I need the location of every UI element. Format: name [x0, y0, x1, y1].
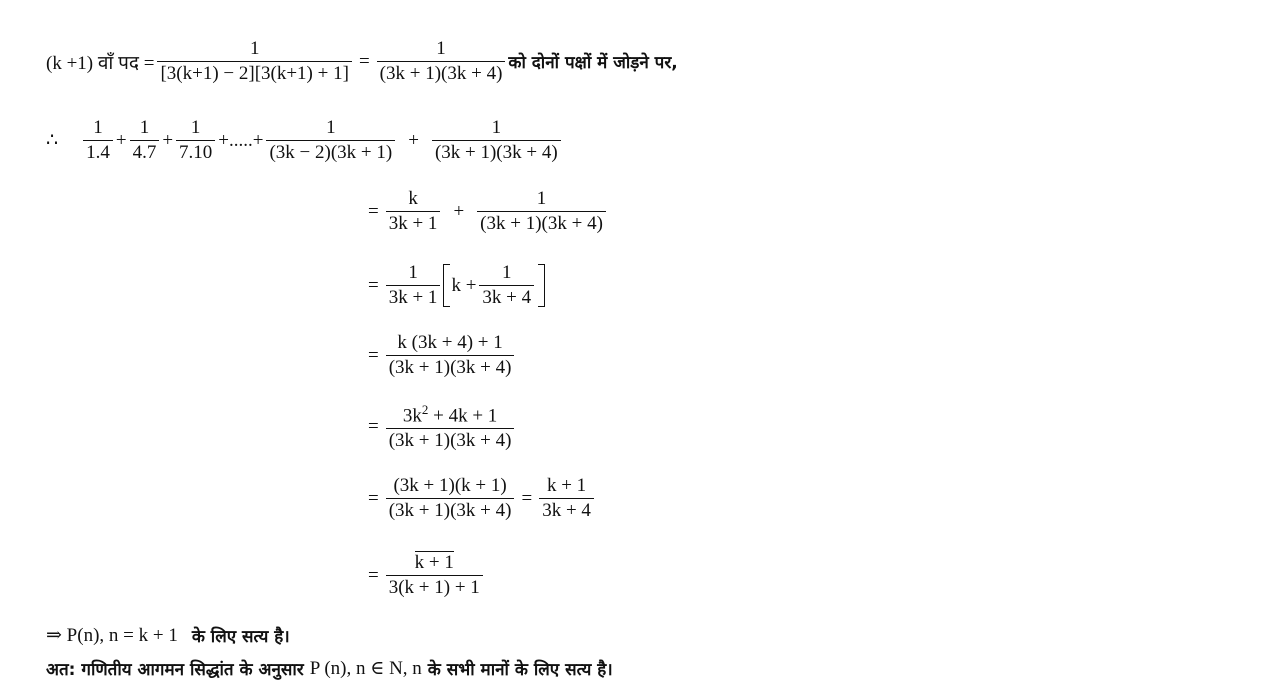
numerator: k (3k + 4) + 1 [397, 332, 503, 353]
line-2: ∴ $\frac{1}{1.4}$ + $\frac{1}{4.7}$ + $\frac{1}{7.10}$ +.....+ $\frac{1}{(3k - 2)(3k + 1)}$ + $\frac{1}{(3k + 1)(3k + 4)}$ [46, 117, 564, 164]
numerator: 1 [436, 38, 446, 59]
conclusion-1 [46, 624, 290, 647]
conclusion1-math: ⇒ P(n), n = k + 1 [46, 625, 178, 646]
numerator: 1 [139, 117, 150, 138]
step-6 [364, 552, 486, 599]
step-4 [364, 402, 517, 452]
denominator: (3k + 1)(3k + 4) [377, 61, 506, 85]
conclusion2-text-a: अत: गणितीय आगमन सिद्धांत के अनुसार [46, 660, 304, 680]
fraction [386, 262, 441, 309]
step-5 [364, 475, 597, 522]
line1-lhs: (k +1) वाँ पद = [46, 52, 155, 74]
denominator: (3k + 1)(3k + 4) [386, 355, 515, 379]
line1-text: को दोनों पक्षों में जोड़ने पर, [508, 53, 678, 73]
denominator: 1.4 [83, 140, 113, 164]
square-bracket-group [443, 262, 545, 309]
denominator: (3k + 1)(3k + 4) [386, 498, 515, 522]
step-3 [364, 332, 517, 379]
numerator: k [408, 188, 418, 209]
equals: = [368, 200, 379, 222]
numerator: 1 [491, 117, 502, 138]
conclusion1-text: के लिए सत्य है। [191, 627, 290, 647]
fraction [479, 262, 534, 309]
fraction [386, 402, 515, 452]
denominator: (3k + 1)(3k + 4) [432, 140, 561, 164]
conclusion-2 [46, 657, 613, 680]
fraction [377, 38, 506, 85]
fraction [386, 475, 515, 522]
step-1: = $\frac{k}{3k + 1}$ + $\frac{1}{(3k + 1)(3k + 4)}$ [364, 188, 609, 235]
numerator: 1 [190, 117, 201, 138]
fraction [386, 552, 483, 599]
denominator: (3k − 2)(3k + 1) [266, 140, 395, 164]
fraction [83, 117, 113, 164]
exponent: 2 [421, 402, 429, 417]
fraction [266, 117, 395, 164]
equals: = [368, 564, 379, 586]
line-1 [46, 38, 678, 85]
fraction [130, 117, 160, 164]
conclusion2-text-b: के सभी मानों के लिए सत्य है। [427, 660, 613, 680]
denominator: (3k + 1)(3k + 4) [477, 211, 606, 235]
numerator: 1 [502, 262, 512, 283]
numerator: 1 [249, 38, 260, 59]
denominator: (3k + 1)(3k + 4) [386, 428, 515, 452]
numerator: 1 [408, 262, 418, 283]
equals: = [368, 344, 379, 366]
denominator: 4.7 [130, 140, 160, 164]
denominator: 3k + 4 [479, 285, 534, 309]
denominator: 3k + 1 [386, 285, 441, 309]
bracket-term: k + [451, 274, 477, 296]
equals: = [368, 274, 379, 296]
series-dots: +.....+ [218, 129, 264, 151]
fraction [539, 475, 594, 522]
fraction [432, 117, 561, 164]
fraction [386, 332, 515, 379]
equals: = [368, 487, 379, 509]
denominator: 3(k + 1) + 1 [386, 575, 483, 599]
numerator: 1 [326, 117, 336, 138]
numerator-part: 3k [402, 405, 422, 427]
equals: = [521, 487, 533, 509]
equals: = [368, 416, 379, 438]
numerator: (3k + 1)(k + 1) [393, 475, 507, 496]
therefore-symbol: ∴ [46, 130, 59, 151]
equals: = [358, 50, 370, 72]
numerator: 1 [536, 188, 547, 209]
fraction [477, 188, 606, 235]
numerator [412, 552, 457, 575]
denominator: [3(k+1) − 2][3(k+1) + 1] [157, 61, 351, 85]
overlined-term: k + 1 [414, 552, 454, 573]
denominator: 3k + 4 [539, 498, 594, 522]
numerator: k + 1 [546, 475, 587, 496]
denominator: 7.10 [176, 140, 215, 164]
numerator: 1 [93, 117, 103, 138]
fraction [386, 188, 441, 235]
numerator-part: + 4k + 1 [428, 405, 498, 427]
conclusion2-math: P (n), n ∈ N, n [309, 658, 422, 679]
fraction [176, 117, 215, 164]
denominator: 3k + 1 [386, 211, 441, 235]
fraction [157, 38, 351, 85]
step-2 [364, 262, 545, 309]
numerator [400, 402, 500, 428]
